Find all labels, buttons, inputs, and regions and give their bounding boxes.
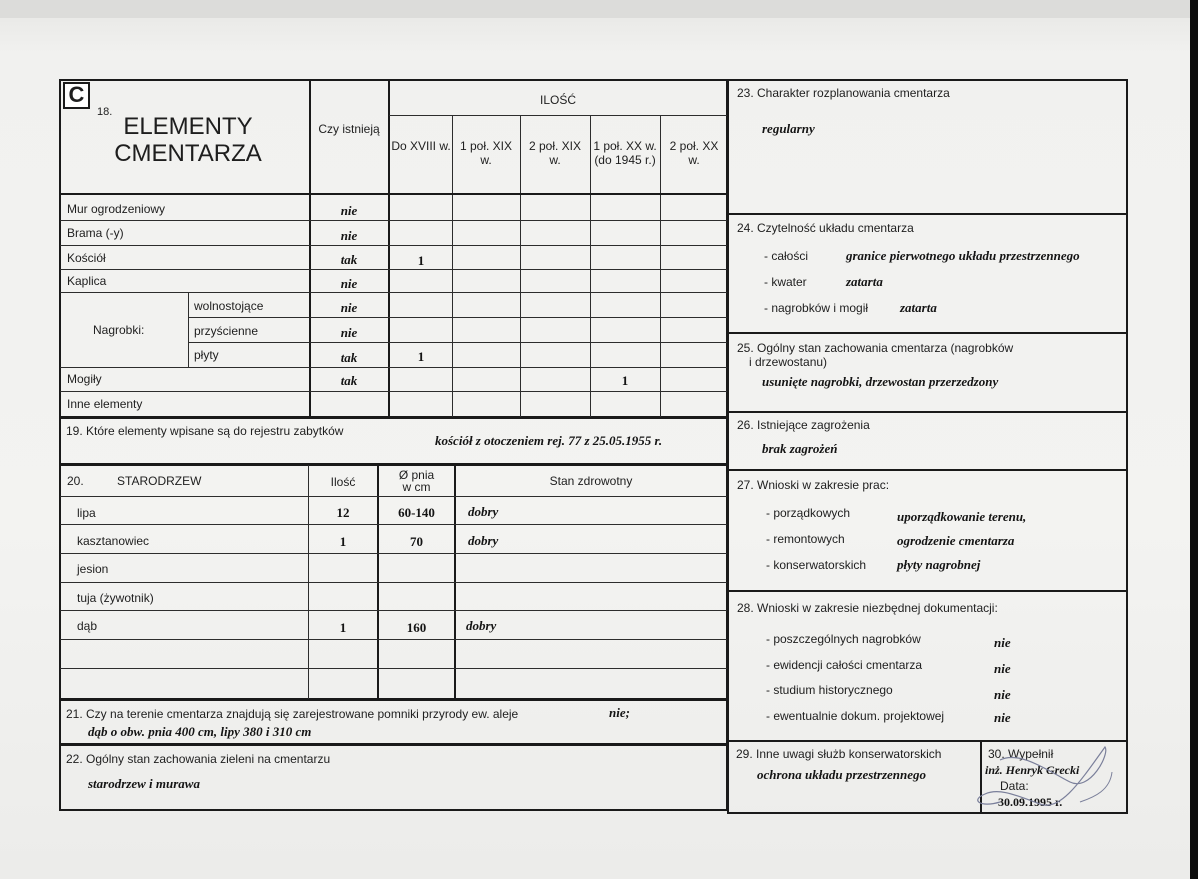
row-label: przyścienne xyxy=(194,324,259,338)
q28-item-label: - ewidencji całości cmentarza xyxy=(766,658,923,672)
section-title-line2: CMENTARZA xyxy=(114,140,262,167)
q28-item-answer: nie xyxy=(994,635,1011,650)
qty-value: 1 xyxy=(417,253,425,268)
col-exists-header: Czy istnieją xyxy=(318,122,380,136)
q26-label: 26. Istniejące zagrożenia xyxy=(737,418,870,432)
q27-item-answer: uporządkowanie terenu, xyxy=(897,509,1027,524)
row-label: płyty xyxy=(194,348,219,362)
signature-scribble xyxy=(960,742,1120,814)
row-label: wolnostojące xyxy=(194,299,264,313)
q24-item-label: - kwater xyxy=(764,275,807,289)
row-label: Mur ogrodzeniowy xyxy=(67,202,166,216)
exists-value: nie xyxy=(340,300,358,315)
period-header: 2 poł. XX w. xyxy=(669,139,719,167)
q21-label: 21. Czy na terenie cmentarza znajdują się zarejestrowane pomniki przyrody ew. aleje xyxy=(66,707,519,721)
row-label: Kaplica xyxy=(67,274,107,288)
q28-item-answer: nie xyxy=(994,710,1011,725)
exists-value: nie xyxy=(340,276,358,291)
section-title-line1: ELEMENTY xyxy=(123,113,253,140)
q22-answer: starodrzew i murawa xyxy=(88,776,200,791)
row-label: Kościół xyxy=(67,251,106,265)
section-letter: C xyxy=(68,82,85,107)
q23-answer: regularny xyxy=(762,121,815,136)
exists-value: tak xyxy=(340,252,358,267)
tree-name: dąb xyxy=(77,619,98,633)
q25-label-cont: i drzewostanu) xyxy=(749,355,828,369)
q27-item-label: - porządkowych xyxy=(766,506,851,520)
tree-qty: 12 xyxy=(336,505,350,520)
q24-item-label: - całości xyxy=(764,249,809,263)
tree-health: dobry xyxy=(466,618,497,633)
q24-item-answer: zatarta xyxy=(900,300,937,315)
period-header: 1 poł. XIX w. xyxy=(459,139,513,167)
row-label: Inne elementy xyxy=(67,397,143,411)
q27-item-answer: ogrodzenie cmentarza xyxy=(897,533,1015,548)
section-number: 18. xyxy=(97,106,113,118)
tree-name: jesion xyxy=(77,562,109,576)
tree-diam: 60-140 xyxy=(398,505,435,520)
q30-date: 30.09.1995 r. xyxy=(998,795,1063,809)
qty-value: 1 xyxy=(417,349,425,364)
q30-label: 30. Wypełnił xyxy=(988,747,1054,761)
exists-value: tak xyxy=(340,350,358,365)
trees-diam-header: w cm xyxy=(402,480,431,494)
q29-answer: ochrona układu przestrzennego xyxy=(757,767,927,782)
q26-answer: brak zagrożeń xyxy=(762,441,838,456)
tree-health: dobry xyxy=(468,504,499,519)
q25-answer: usunięte nagrobki, drzewostan przerzedzony xyxy=(762,374,999,389)
graves-label: Nagrobki: xyxy=(93,323,145,337)
q27-item-label: - konserwatorskich xyxy=(766,558,867,572)
tree-diam: 70 xyxy=(410,534,423,549)
exists-value: tak xyxy=(340,373,358,388)
exists-value: nie xyxy=(340,203,358,218)
q28-item-answer: nie xyxy=(994,661,1011,676)
q27-item-answer: płyty nagrobnej xyxy=(897,557,981,572)
q29-label: 29. Inne uwagi służb konserwatorskich xyxy=(736,747,942,761)
q19-label: 19. Które elementy wpisane są do rejestru zabytków xyxy=(66,424,344,438)
q28-item-label: - studium historycznego xyxy=(766,683,893,697)
q22-label: 22. Ogólny stan zachowania zieleni na cmentarzu xyxy=(66,752,331,766)
trees-number: 20. xyxy=(67,474,84,488)
q30-name: inż. Henryk Grecki xyxy=(985,763,1080,777)
q21-answer: nie; xyxy=(609,705,630,720)
tree-health: dobry xyxy=(468,533,499,548)
tree-diam: 160 xyxy=(406,620,427,635)
q24-item-answer: zatarta xyxy=(846,274,883,289)
q28-item-answer: nie xyxy=(994,687,1011,702)
q24-item-label: - nagrobków i mogił xyxy=(764,301,869,315)
q23-label: 23. Charakter rozplanowania cmentarza xyxy=(737,86,950,100)
exists-value: nie xyxy=(340,325,358,340)
q24-item-answer: granice pierwotnego układu przestrzennego xyxy=(846,248,1080,263)
q19-answer: kościół z otoczeniem rej. 77 z 25.05.1955 r. xyxy=(435,433,663,448)
scan-shadow xyxy=(0,0,1190,18)
trees-health-header: Stan zdrowotny xyxy=(549,474,633,488)
q30-date-label: Data: xyxy=(1000,779,1029,793)
qty-value: 1 xyxy=(621,373,629,388)
q28-label: 28. Wnioski w zakresie niezbędnej dokumentacji: xyxy=(737,601,998,615)
exists-value: nie xyxy=(340,228,358,243)
tree-name: kasztanowiec xyxy=(77,534,150,548)
period-header: 1 poł. XX w. (do 1945 r.) xyxy=(593,139,657,167)
q25-label: 25. Ogólny stan zachowania cmentarza (nagrobków xyxy=(737,341,1014,355)
period-header: 2 poł. XIX w. xyxy=(528,139,582,167)
trees-title: STARODRZEW xyxy=(117,474,202,488)
q28-item-label: - ewentualnie dokum. projektowej xyxy=(766,709,945,723)
tree-name: tuja (żywotnik) xyxy=(77,591,154,605)
q27-item-label: - remontowych xyxy=(766,532,845,546)
tree-name: lipa xyxy=(77,506,96,520)
quantity-header: ILOŚĆ xyxy=(539,93,576,107)
trees-diam-header: Ø pnia xyxy=(398,468,435,482)
row-label: Mogiły xyxy=(67,372,102,386)
trees-qty-header: Ilość xyxy=(330,475,356,489)
scan-edge xyxy=(1190,0,1198,879)
row-label: Brama (-y) xyxy=(67,226,124,240)
q24-label: 24. Czytelność układu cmentarza xyxy=(737,221,914,235)
period-header: Do XVIII w. xyxy=(391,139,451,153)
tree-qty: 1 xyxy=(339,620,347,635)
q21-answer-detail: dąb o obw. pnia 400 cm, lipy 380 i 310 cm xyxy=(88,724,312,739)
tree-qty: 1 xyxy=(339,534,347,549)
q27-label: 27. Wnioski w zakresie prac: xyxy=(737,478,890,492)
q28-item-label: - poszczególnych nagrobków xyxy=(766,632,921,646)
